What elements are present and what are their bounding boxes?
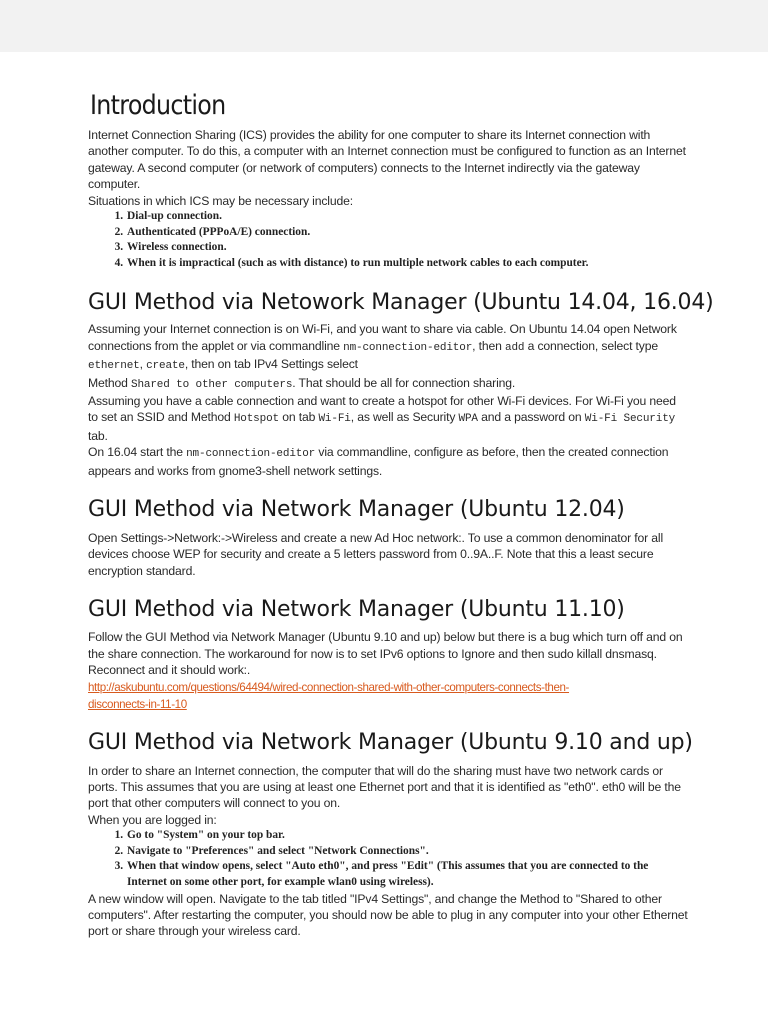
code: add <box>505 341 525 354</box>
s1-paragraph-2: Method Shared to other computers. That should be all for connection sharing. <box>88 375 516 391</box>
code: ethernet <box>88 360 140 373</box>
code: Shared to other computers <box>131 378 293 391</box>
heading-gui-method-12-04: GUI Method via Network Manager (Ubuntu 12.04) <box>88 497 625 523</box>
intro-situations-list <box>88 209 688 271</box>
heading-gui-method-9-10: GUI Method via Network Manager (Ubuntu 9.10 and up) <box>88 729 693 755</box>
code: Wi-Fi <box>318 413 351 426</box>
s3-paragraph: Follow the GUI Method via Network Manager (Ubuntu 9.10 and up) below but there is a bug which turn off and on the share connection. The workaround for now is to set IPv6 options to Ignore and then sudo killall dnsmasq. Reconnect and it should work:. <box>88 630 683 678</box>
s4-paragraph-1: In order to share an Internet connection, the computer that will do the sharing must have two network cards or ports. This assumes that you are using at least one Ethernet port and that it is identified as "eth0". eth0 will be the port that other computers will connect to you on. <box>88 763 681 811</box>
intro-situations-label: Situations in which ICS may be necessary include: <box>88 193 353 208</box>
code: nm-connection-editor <box>343 341 473 354</box>
list-item: 1. Dial-up connection. <box>126 209 688 225</box>
s1-paragraph-4: On 16.04 start the nm-connection-editor via commandline, configure as before, then the created connection appears and works from gnome3-shell network settings. <box>88 445 669 478</box>
heading-gui-method-11-10: GUI Method via Network Manager (Ubuntu 11.10) <box>88 597 625 623</box>
askubuntu-link[interactable]: http://askubuntu.com/questions/64494/wired-connection-shared-with-other-computers-connects-then- disconnects-in-11-10 <box>88 680 570 711</box>
s1-paragraph-3: Assuming you have a cable connection and want to create a hotspot for other Wi-Fi devices. For Wi-Fi you need to set an SSID and Method Hotspot on tab Wi-Fi, as well as Security WPA and a password on Wi-Fi Security tab. <box>88 394 676 443</box>
document-page <box>88 90 714 940</box>
top-strip <box>0 0 768 52</box>
s1-paragraph-1: Assuming your Internet connection is on Wi-Fi, and you want to share via cable. On Ubuntu 14.04 open Network connections from the applet or via commandline nm-connection-editor, then add a connection, select type ethernet, create, then on tab IPv4 Settings select <box>88 322 677 373</box>
list-item: 2. Navigate to "Preferences" and select "Network Connections". <box>126 844 688 860</box>
code: nm-connection-editor <box>186 448 316 461</box>
code: Hotspot <box>233 413 279 426</box>
list-item: 3. When that window opens, select "Auto eth0", and press "Edit" (This assumes that you are connected to the Internet on some other port, for example wlan0 using wireless). <box>126 859 688 890</box>
list-item: 1. Go to "System" on your top bar. <box>126 828 688 844</box>
s4-paragraph-2: A new window will open. Navigate to the tab titled "IPv4 Settings", and change the Method to "Shared to other computers". After restarting the computer, you should now be able to plug in any computer into your other Ethernet port or share through your wireless card. <box>88 891 688 939</box>
list-item: 2. Authenticated (PPPoA/E) connection. <box>126 225 688 241</box>
list-item: 3. Wireless connection. <box>126 240 688 256</box>
s2-paragraph: Open Settings->Network:->Wireless and create a new Ad Hoc network:. To use a common denominator for all devices choose WEP for security and create a 5 letters password from 0..9A..F. Note that this a least secure encryption standard. <box>88 531 664 578</box>
code: Wi-Fi Security <box>584 413 676 426</box>
code: WPA <box>458 413 478 426</box>
list-item: 4. When it is impractical (such as with distance) to run multiple network cables to each computer. <box>126 256 688 272</box>
intro-paragraph: Internet Connection Sharing (ICS) provides the ability for one computer to share its Internet connection with another computer. To do this, a computer with an Internet connection must be configured to function as an Internet gateway. A second computer (or network of computers) connects to the Internet indirectly via the gateway computer. <box>88 128 686 192</box>
s4-logged-in-label: When you are logged in: <box>88 812 217 827</box>
heading-gui-method-14-16: GUI Method via Netowork Manager (Ubuntu 14.04, 16.04) <box>88 290 714 316</box>
heading-introduction: Introduction <box>90 90 226 121</box>
code: create <box>146 360 185 373</box>
s4-steps-list <box>88 828 688 890</box>
